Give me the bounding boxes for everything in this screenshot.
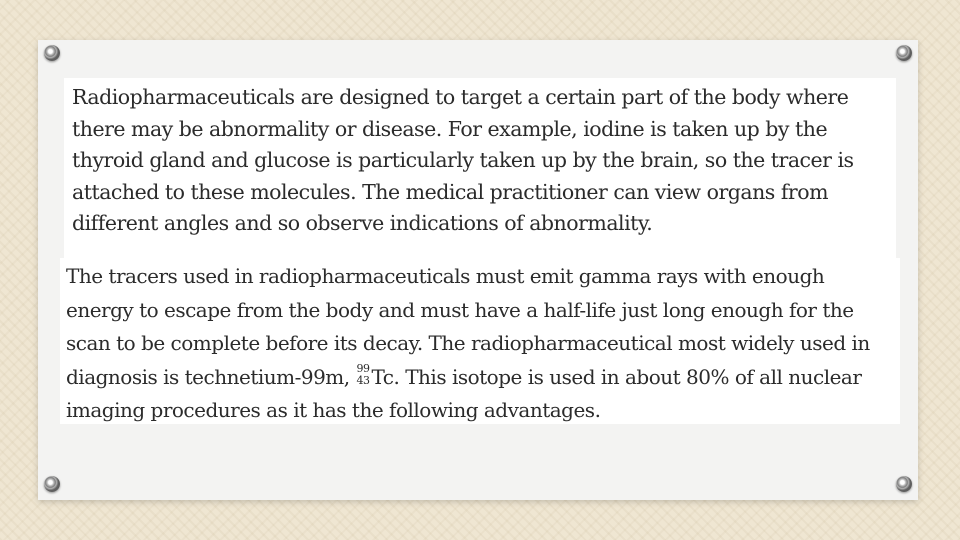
pushpin-icon <box>896 45 912 61</box>
isotope-notation <box>355 361 371 387</box>
isotope-symbol: Tc <box>371 364 394 389</box>
isotope-mass-number: 99 <box>356 361 370 375</box>
isotope-atomic-number: 43 <box>356 373 370 387</box>
slide-card <box>38 40 918 500</box>
paragraph-targeting: Radiopharmaceuticals are designed to target a certain part of the body where there may be abnormality or disease. For example, iodine is taken up by the thyroid gland and glucose is particularly taken up by the brain, so the tracer is attached to these molecules. The medical practitioner can view organs from different angles and so observe indications of abnormality. <box>64 78 896 278</box>
paragraph-tracers-text-start: The tracers used in radiopharmaceuticals must emit gamma rays with enough energy to escape from the body and must have a half-life just long enough for the scan to be complete before its decay. The radiopharmaceutical most widely used in diagnosis is technetium-99m, <box>66 264 870 389</box>
pushpin-icon <box>44 45 60 61</box>
paragraph-tracers-text-end: . This isotope is used in about 80% of all nuclear imaging procedures as it has the following advantages. <box>66 364 862 422</box>
pushpin-icon <box>44 476 60 492</box>
pushpin-icon <box>896 476 912 492</box>
paragraph-tracers <box>60 258 900 424</box>
